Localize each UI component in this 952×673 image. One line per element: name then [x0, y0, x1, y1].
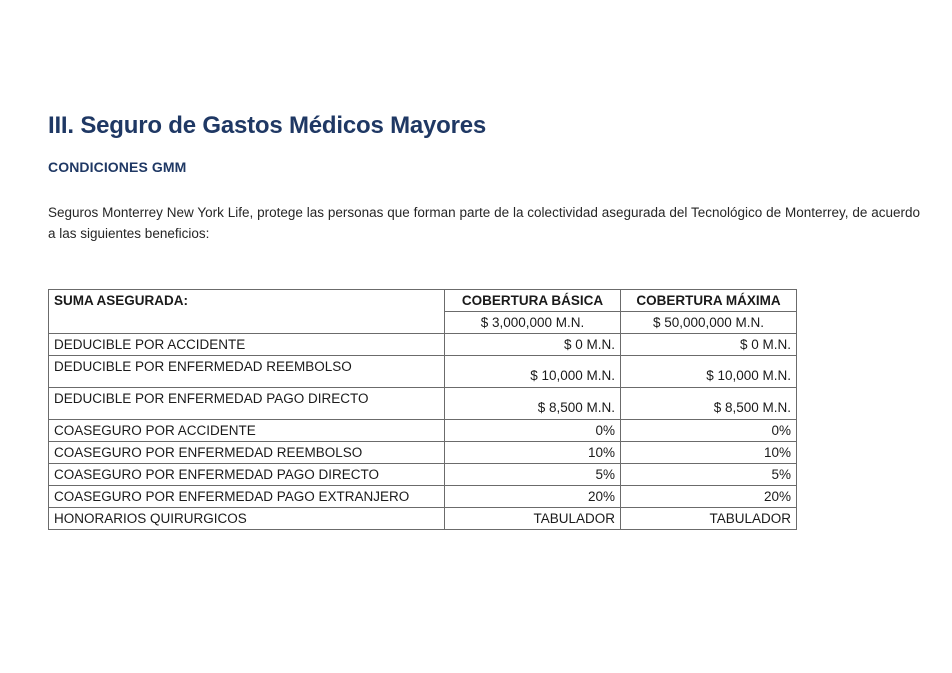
row-value-max: TABULADOR	[621, 507, 797, 529]
intro-paragraph: Seguros Monterrey New York Life, protege las personas que forman parte de la colectividad asegurada del Tecnológico de Monterrey, de acuerdo a las siguientes beneficios:	[48, 204, 920, 241]
row-value-basic: TABULADOR	[445, 507, 621, 529]
benefits-table-wrapper	[48, 289, 796, 530]
sum-insured-max: $ 50,000,000 M.N.	[621, 311, 797, 333]
row-value-basic: $ 10,000 M.N.	[445, 355, 621, 387]
row-value-max: 20%	[621, 485, 797, 507]
table-header-label: SUMA ASEGURADA:	[49, 289, 445, 333]
row-value-basic: 0%	[445, 419, 621, 441]
row-value-max: $ 10,000 M.N.	[621, 355, 797, 387]
table-header-max: COBERTURA MÁXIMA	[621, 289, 797, 311]
row-value-max: 5%	[621, 463, 797, 485]
benefits-table	[48, 289, 797, 530]
table-header-basic: COBERTURA BÁSICA	[445, 289, 621, 311]
section-subtitle: CONDICIONES GMM	[48, 158, 187, 175]
row-label: DEDUCIBLE POR ACCIDENTE	[49, 333, 445, 355]
row-value-max: 10%	[621, 441, 797, 463]
row-value-max: 0%	[621, 419, 797, 441]
sum-insured-basic: $ 3,000,000 M.N.	[445, 311, 621, 333]
table-row	[49, 485, 797, 507]
row-label: COASEGURO POR ENFERMEDAD REEMBOLSO	[49, 441, 445, 463]
table-row	[49, 441, 797, 463]
row-value-max: $ 8,500 M.N.	[621, 387, 797, 419]
row-value-basic: $ 0 M.N.	[445, 333, 621, 355]
table-row	[49, 419, 797, 441]
table-row	[49, 507, 797, 529]
row-label: COASEGURO POR ACCIDENTE	[49, 419, 445, 441]
row-value-basic: $ 8,500 M.N.	[445, 387, 621, 419]
table-row	[49, 333, 797, 355]
row-value-basic: 20%	[445, 485, 621, 507]
row-label: COASEGURO POR ENFERMEDAD PAGO EXTRANJERO	[49, 485, 445, 507]
row-label: HONORARIOS QUIRURGICOS	[49, 507, 445, 529]
row-label: DEDUCIBLE POR ENFERMEDAD REEMBOLSO	[49, 355, 445, 387]
table-header-row	[49, 289, 797, 311]
row-value-basic: 10%	[445, 441, 621, 463]
table-row	[49, 387, 797, 419]
benefits-table-body	[49, 289, 797, 529]
row-label: COASEGURO POR ENFERMEDAD PAGO DIRECTO	[49, 463, 445, 485]
table-row	[49, 355, 797, 387]
page-title: III. Seguro de Gastos Médicos Mayores	[48, 112, 487, 139]
row-label: DEDUCIBLE POR ENFERMEDAD PAGO DIRECTO	[49, 387, 445, 419]
row-value-basic: 5%	[445, 463, 621, 485]
row-value-max: $ 0 M.N.	[621, 333, 797, 355]
table-row	[49, 463, 797, 485]
